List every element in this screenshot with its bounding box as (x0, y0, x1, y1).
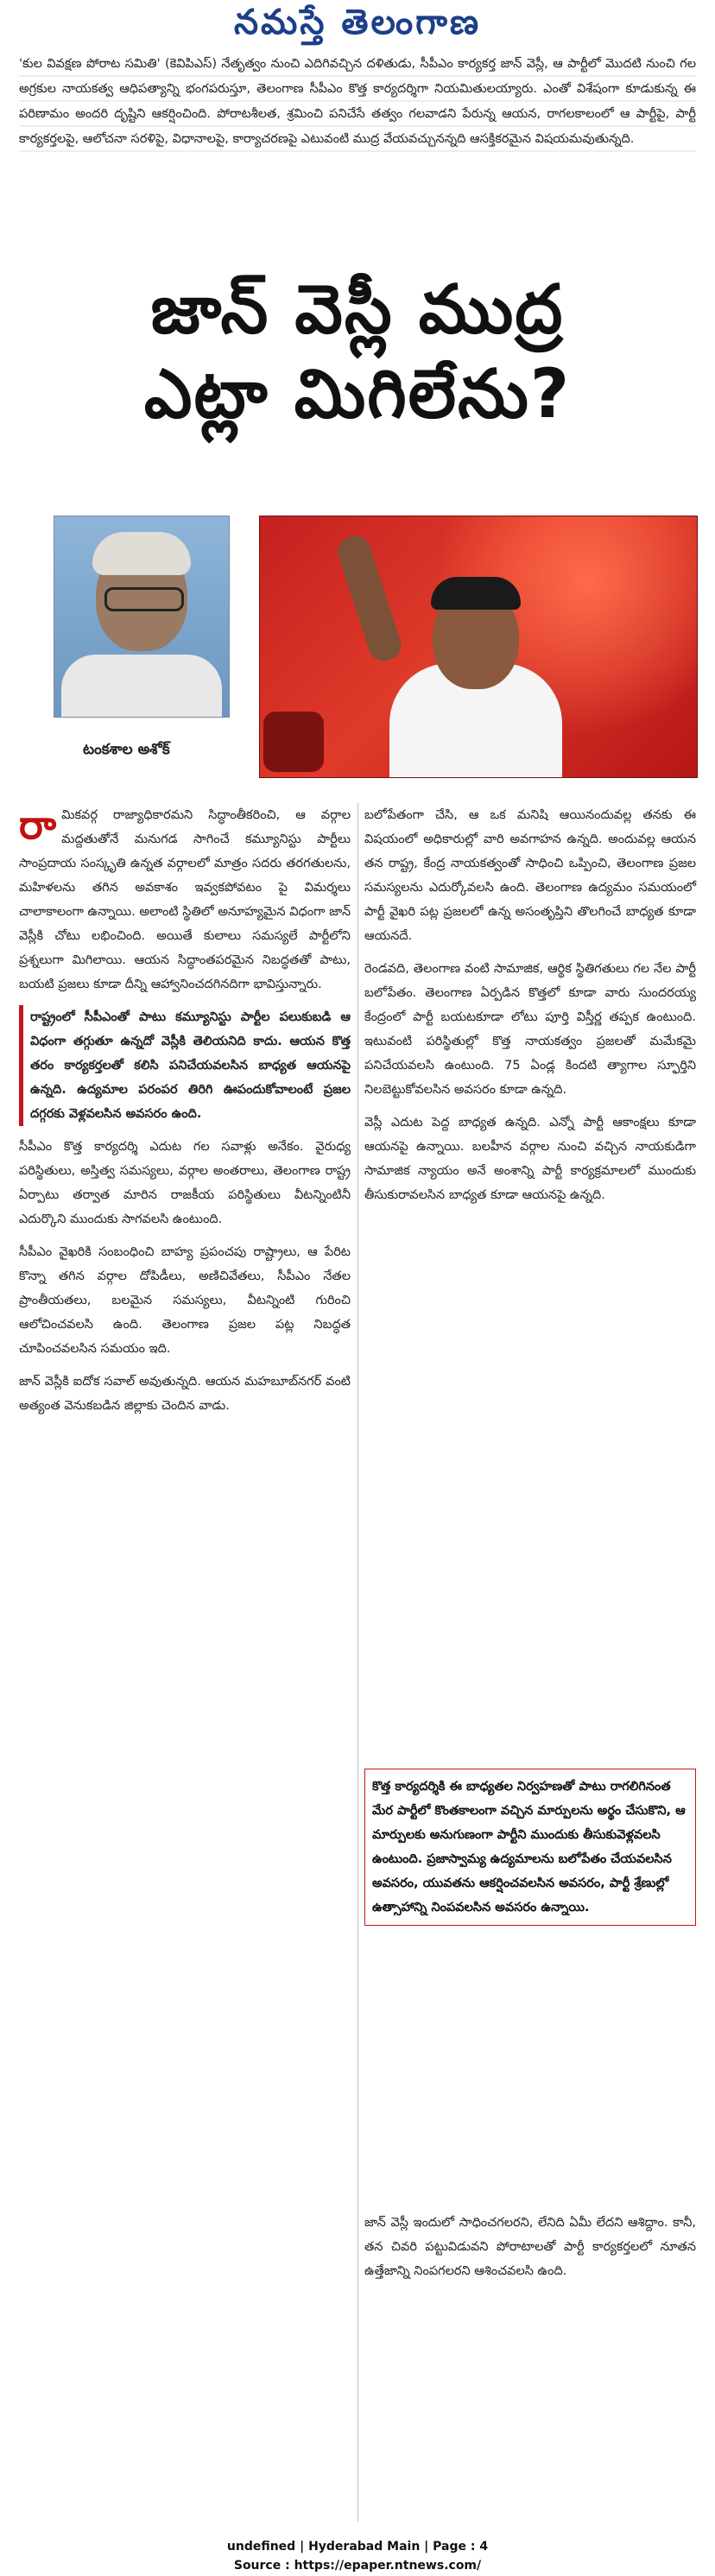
headline-line-2: ఎట్లా మిగిలేను? (143, 356, 572, 434)
headline-line-1: జాన్ వెస్లీ ముద్ర (150, 271, 565, 349)
left-paragraph-1 (19, 803, 351, 997)
newspaper-title: నమస్తే తెలంగాణ (233, 2, 482, 42)
footer-source-link[interactable]: Source : https://epaper.ntnews.com/ (233, 2559, 482, 2573)
left-paragraph-4: సీపీఎం వైఖరికి సంబంధించి బాహ్య ప్రపంచపు రాష్ట్రాలు, ఆ పేరిట కొన్నా తగిన వర్గాల దోపిడీలు, అణిచివేతలు, సీపీఎం నేతల ప్రాంతీయతలు, బలమైన సమస్యలు, వీటన్నింటి గురించి ఆలోచించవలసి ఉంది. తెలంగాణ ప్రజల పట్ల నిబద్ధత చూపించవలసిన సమయం ఇది. (19, 1245, 351, 1356)
right-paragraph-3: వెస్లీ ఎదుట పెద్ద బాధ్యత ఉన్నది. ఎన్నో పార్టీ ఆకాంక్షలు కూడా ఆయనపై ఉన్నాయి. బలహీన వర్గాల నుంచి వచ్చిన నాయకుడిగా సామాజిక న్యాయం అనే అంశాన్ని పార్టీ కార్యక్రమాలలో ముందుకు తీసుకురావలసిన బాధ్యత కూడా ఆయనపై ఉన్నది. (364, 1116, 696, 1202)
author-hair (92, 532, 191, 575)
left-paragraph-5: జాన్ వెస్లీకి ఐదోక సవాల్ అవుతున్నది. ఆయన మహబూబ్‌నగర్ వంటి అత్యంత వెనుకబడిన జిల్లాకు చెందిన వాడు. (19, 1375, 351, 1413)
right-paragraph-1: బలోపేతంగా చేసి, ఆ ఒక మనిషి ఆయినందువల్ల తనకు ఈ విషయంలో అధికారుల్లో వారి అవగాహన ఉన్నది. అందువల్ల ఆయన తన రాష్ట్ర, కేంద్ర నాయకత్వంతో సాధించి ఒప్పించి, తెలంగాణ ప్రజల సమస్యలను ఎదుర్కోవలసి ఉంది. తెలంగాణ ఉద్యమం సమయంలో పార్టీ వైఖరి పట్ల ప్రజలలో ఉన్న అసంతృప్తిని తొలగించే బాధ్యత కూడా ఆయనదే. (364, 808, 696, 943)
footer-edition: undefined | Hyderabad Main | Page : 4 (226, 2540, 489, 2554)
right-column-end (364, 2211, 696, 2292)
left-paragraph-1-text: మికవర్గ రాజ్యాధికారమని సిద్ధాంతీకరించి, ఆ వర్గాల మద్దతుతోనే మనుగడ సాగించే కమ్యూనిస్టు పార్టీలు సాంప్రదాయ సంస్కృతి ఉన్నత వర్గాలలో మాత్రం సదరు తరగతులను, మహిళలను తగిన అవకాశం ఇవ్వకపోవటం పై విమర్శలు చాలాకాలంగా ఉన్నాయి. అలాంటి స్థితిలో అనూహ్యమైన విధంగా జాన్ వెస్లీకి చోటు లభించింది. అయితే కులాలు సమస్యలే పార్టీలోని ప్రశ్నలుగా మిగిలాయి. ఆయన సిద్ధాంతపరమైన నిబద్ధతతో పాటు, బయటి ప్రజలు కూడా దీన్ని ఆహ్వానించదగినదిగా భావిస్తున్నారు. (19, 808, 351, 991)
masthead (0, 0, 715, 45)
author-photo (54, 516, 230, 718)
author-shirt (61, 655, 222, 718)
page-footer (0, 2537, 715, 2575)
dropcap: రా (19, 801, 57, 848)
left-column (19, 803, 351, 1427)
author-byline: టంకశాల అశోక్ (83, 741, 170, 758)
leader-hair (431, 577, 521, 610)
leader-photo (259, 516, 698, 778)
right-paragraph-2: రెండవది, తెలంగాణ వంటి సామాజిక, ఆర్థిక స్థితిగతులు గల నేల పార్టీ బలోపేతం. తెలంగాణ ఏర్పడిన కొత్తలో కూడా వారు సుందరయ్య కేంద్రంలో పార్టీ బయటకూడా లోటు పూర్తి విస్తీర్ణ తప్పక ఉంటుంది. ఇటువంటి పరిస్థితుల్లో కొత్త నాయకత్వం ప్రజలతో మమేకమై పనిచేయవలసి ఉంటుంది. 75 ఏండ్ల కిందటి త్యాగాల స్ఫూర్తిని నిలబెట్టుకోవలసిన అవసరం కూడా ఉన్నది. (364, 962, 696, 1097)
intro-paragraph: 'కుల వివక్షణ పోరాట సమితి' (కెవిపిఎస్) నేతృత్వం నుంచి ఎదిగివచ్చిన దళితుడు, సీపీఎం కార్యకర్త జాన్ వెస్లీ, ఆ పార్టీలో మొదటి నుంచి గల అగ్రకుల నాయకత్వ ఆధిపత్యాన్ని భంగపరుస్తూ, తెలంగాణ సీపీఎం కొత్త కార్యదర్శిగా నియమితులయ్యారు. ఎంతో విశేషంగా కూడుకున్న ఈ పరిణామం అందరి దృష్టిని ఆకర్షించింది. పోరాటశీలత, శ్రమించి పనిచేసే తత్వం గలవాడని పేరున్న ఆయన, రాగలకాలంలో ఆ పార్టీపై, పార్టీ కార్యకర్తలపై, ఆలోచనా సరళిపై, విధానాలపై, కార్యాచరణపై ఎటువంటి ముద్ర వేయవచ్చునన్నది ఆసక్తికరమైన విషయమవుతున్నది. (19, 52, 696, 152)
right-column (364, 803, 696, 1216)
right-paragraph-4: జాన్ వెస్లీ ఇందులో సాధించగలరని, లేనిది ఏమీ లేదని ఆశిద్దాం. కానీ, తన చివరి పట్టువిడువని పోరాటాలతో పార్టీ కార్యకర్తలలో నూతన ఉత్తేజాన్ని నింపగలరని ఆశించవలసి ఉంది. (364, 2216, 696, 2278)
headline (19, 268, 696, 437)
left-paragraph-3: సీపీఎం కొత్త కార్యదర్శి ఎదుట గల సవాళ్లు అనేకం. వైరుధ్య పరిస్థితులు, అస్తిత్వ సమస్యలు, వర్గాల అంతరాలు, తెలంగాణ రాష్ట్ర ఏర్పాటు తర్వాత మారిన రాజకీయ పరిస్థితులు వీటన్నింటినీ ఎదుర్కొని ముందుకు సాగవలసి ఉంటుంది. (19, 1140, 351, 1226)
party-fist-emblem (263, 712, 324, 772)
author-glasses (104, 587, 184, 611)
left-paragraph-2: రాష్ట్రంలో సీపీఎంతో పాటు కమ్యూనిస్టు పార్టీల పలుకుబడి ఆ విధంగా తగ్గుతూ ఉన్నదో వెస్లీకి తెలియనిది కాదు. ఆయన కొత్త తరం కార్యకర్తలతో కలిసి పనిచేయవలసిన బాధ్యత ఆయనపై ఉన్నది. ఉద్యమాల పరంపర తిరిగి ఊపందుకోవాలంటే ప్రజల దగ్గరకు వెళ్లవలసిన అవసరం ఉంది. (19, 1005, 351, 1126)
highlight-box: కొత్త కార్యదర్శికి ఈ బాధ్యతల నిర్వహణతో పాటు రాగలిగినంత మేర పార్టీలో కొంతకాలంగా వచ్చిన మార్పులను అర్థం చేసుకొని, ఆ మార్పులకు అనుగుణంగా పార్టీని ముందుకు తీసుకువెళ్లవలసి ఉంటుంది. ప్రజాస్వామ్య ఉద్యమాలను బలోపేతం చేయవలసిన అవసరం, యువతను ఆకర్షించవలసిన అవసరం, పార్టీ శ్రేణుల్లో ఉత్సాహాన్ని నింపవలసిన అవసరం ఉన్నాయి. (364, 1769, 696, 1926)
